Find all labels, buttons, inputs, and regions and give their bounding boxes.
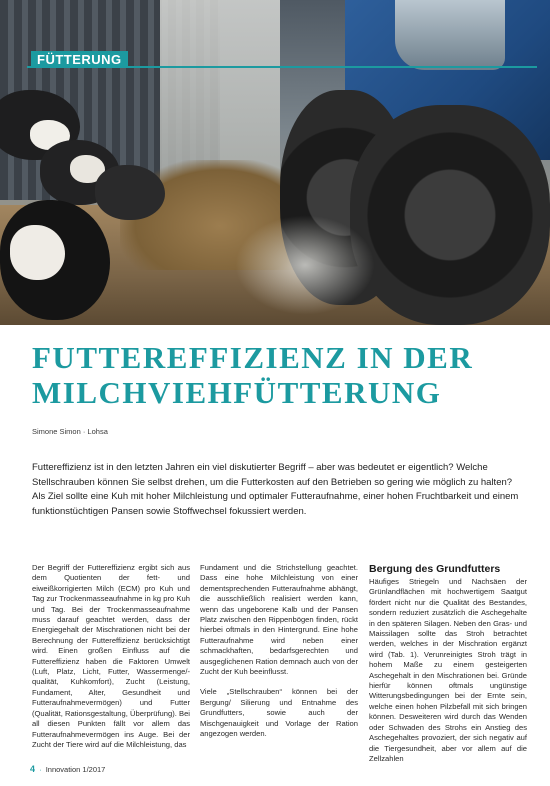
body-paragraph: Viele „Stellschrauben“ können bei der Bergung/ Silierung und Entnahme des Grundfutters, sowie auch der Mischgenauigkeit und Vorlage der Ration angezogen werden. <box>200 687 358 739</box>
body-column-2 <box>200 563 358 740</box>
page-footer <box>30 764 105 774</box>
paragraph-gap <box>200 677 358 687</box>
tractor-wheel <box>350 105 550 325</box>
page-number: 4 <box>30 764 36 774</box>
body-paragraph: Fundament und die Strichstellung geachtet. Dass eine hohe Milchleistung von einer dementsprechenden Futteraufnahme abhängt, die ausschließlich realisiert werden kann, wenn das ungeborene Kalb und der Pansen Platz zwischen den Rippenbögen finden, rückt hierbei oftmals in den Hintergrund. Eine hohe Futteraufnahme wird neben einer schmackhaften, bedarfsgerechten und ausgeglichenen Ration demnach auch von der Zucht der Kuh beeinflusst. <box>200 563 358 677</box>
publication-name: Innovation 1/2017 <box>45 765 106 774</box>
footer-separator: · <box>39 765 42 774</box>
hero-photo <box>0 0 550 325</box>
tractor-cab-window <box>395 0 505 70</box>
title-line-2: MILCHVIEHFÜTTERUNG <box>32 375 442 410</box>
cow-patch <box>10 225 65 280</box>
cow <box>95 165 165 220</box>
subheading: Bergung des Grundfutters <box>369 563 501 575</box>
article-title <box>32 340 532 410</box>
title-line-1: FUTTEREFFIZIENZ IN DER <box>32 340 474 375</box>
body-column-3 <box>369 563 527 764</box>
body-paragraph: Der Begriff der Futtereffizienz ergibt sich aus dem Quotienten der fett- und eiweißkorrigierten Milch (ECM) pro Kuh und Tag zur Trockenmasseaufnahme in kg pro Kuh und Tag. Bei der Trockenmasseaufnahme muss darauf geachtet werden, dass der Energiegehalt der Mischrationen nicht bei der Berechnung der Futtereffizienz berücksichtigt wird. Einen großen Einfluss auf die Futtereffizienz haben die Faktoren Umwelt (Luft, Platz, Licht, Futter, Wassermenge/-qualität, Kuhkomfort), Zucht (Leistung, Fundament, Alter, Gesundheit und Futteraufnahmevermögen) und Futter (Qualität, Rationsgestaltung, Überprüfung). Bei all diesen Punkten fällt vor allem das Futteraufnahmevermögen ins Auge. Bei der Zucht der Tiere wird auf die Milchleistung, das <box>32 563 190 749</box>
body-column-1 <box>32 563 190 750</box>
lead-paragraph: Futtereffizienz ist in den letzten Jahren ein viel diskutierter Begriff – aber was bedeutet er eigentlich? Welche Stellschrauben können Sie selbst drehen, um die Futterkosten auf den Betrieben so gering wie möglich zu halten? Als Ziel sollte eine Kuh mit hoher Milchleistung und optimaler Futteraufnahme, einer hohen Fruchtbarkeit und einem funktionstüchtigen Pansen sowie Stoffwechsel fokussiert werden. <box>32 462 519 518</box>
author-byline: Simone Simon · Lohsa <box>32 427 108 436</box>
section-label: FÜTTERUNG <box>31 51 128 67</box>
feed-dust <box>235 215 375 315</box>
body-paragraph: Häufiges Striegeln und Nachsäen der Grünlandflächen mit hochwertigem Saatgut fördert nicht nur die Qualität des Bestandes, sondern reduziert zusätzlich die Aschegehalte in den späteren Silagen. Neben den Gras- und Maissilagen sollte das Stroh betrachtet werden, welches in der Mischration ergänzt wird (Tab. 1). Verunreinigtes Stroh trägt in hohem Maße zu einem gesteigerten Aschegehalt in den Mischrationen bei. Gründe hierfür können oftmals ungünstige Witterungsbedingungen bei der Ernte sein, welche einen hohen Pilzbefall mit sich bringen können. Desweiteren wird durch das Wenden oder Schwaden des Strohs ein Anstieg des Aschegehaltes provoziert, der sich negativ auf die Tiergesundheit, aber vor allem auf die Zellzahlen <box>369 577 527 763</box>
